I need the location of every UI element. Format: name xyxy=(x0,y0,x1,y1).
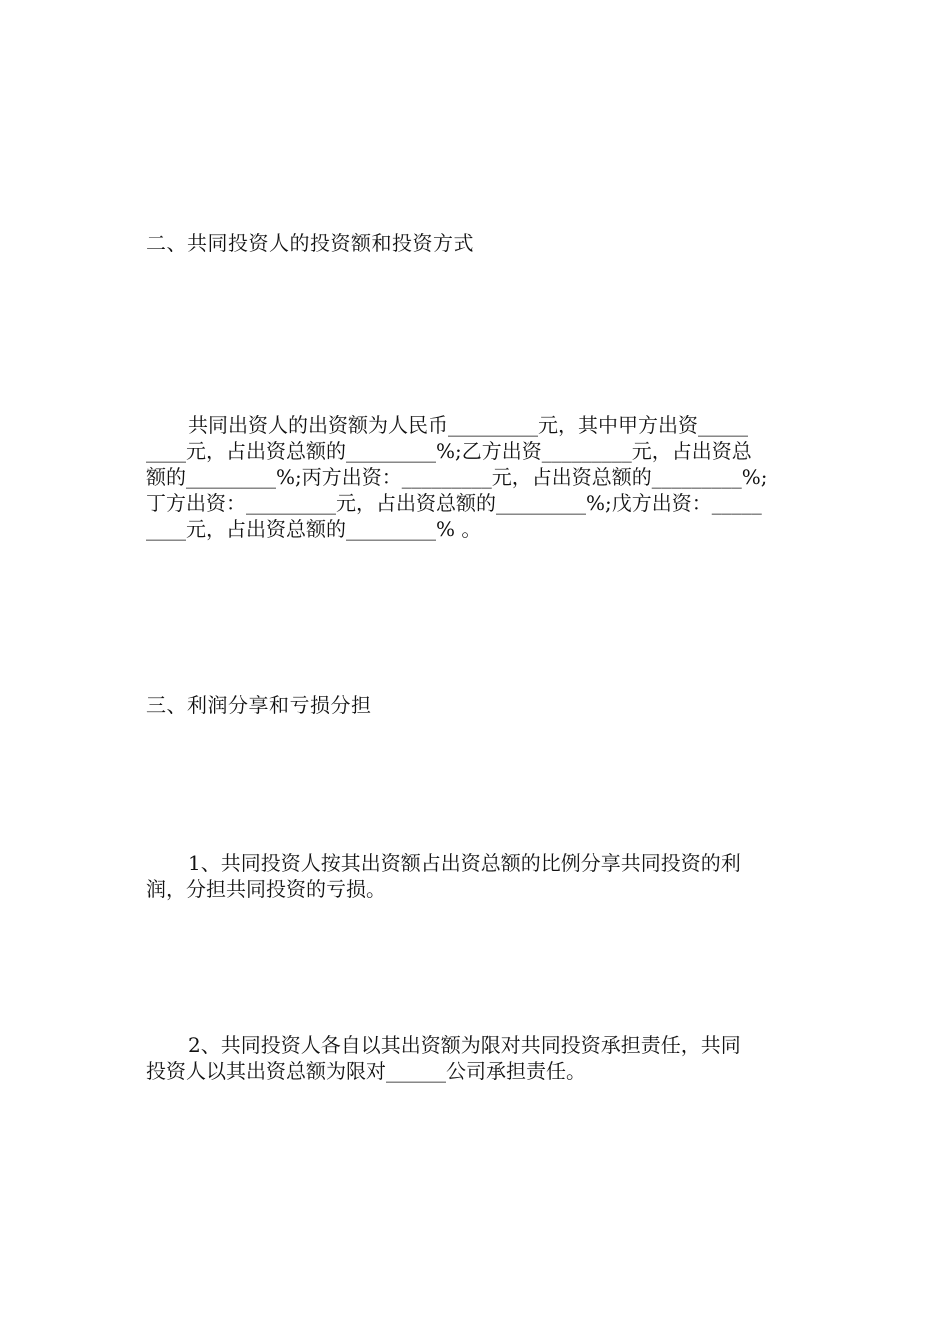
paragraph-line xyxy=(146,850,810,876)
paragraph-liability xyxy=(146,1032,810,1084)
paragraph-investment-amounts xyxy=(146,412,810,542)
paragraph-line xyxy=(146,490,810,516)
line-text: 润，分担共同投资的亏损。 xyxy=(146,877,386,901)
paragraph-line xyxy=(146,516,810,542)
line-text: 额的_________%;丙方出资：_________元，占出资总额的_________%; xyxy=(146,465,768,489)
paragraph-line xyxy=(146,1058,810,1084)
line-text: 2、共同投资人各自以其出资额为限对共同投资承担责任，共同 xyxy=(188,1033,741,1057)
line-text: 投资人以其出资总额为限对______公司承担责任。 xyxy=(146,1059,586,1083)
line-text: 丁方出资：_________元，占出资总额的_________%;戊方出资：_____ xyxy=(146,491,762,515)
line-text: 共同出资人的出资额为人民币_________元，其中甲方出资_____ xyxy=(188,413,748,437)
paragraph-line xyxy=(146,412,810,438)
line-text: ____元，占出资总额的_________%;乙方出资_________元，占出资总 xyxy=(146,439,752,463)
section-heading-profit-loss: 三、利润分享和亏损分担 xyxy=(146,693,372,717)
paragraph-profit-sharing xyxy=(146,850,810,902)
paragraph-line xyxy=(146,1032,810,1058)
paragraph-line xyxy=(146,438,810,464)
section-heading-investment: 二、共同投资人的投资额和投资方式 xyxy=(146,231,474,255)
paragraph-line xyxy=(146,464,810,490)
paragraph-line xyxy=(146,876,810,902)
line-text: ____元，占出资总额的_________% 。 xyxy=(146,517,482,541)
line-text: 1、共同投资人按其出资额占出资总额的比例分享共同投资的利 xyxy=(188,851,741,875)
